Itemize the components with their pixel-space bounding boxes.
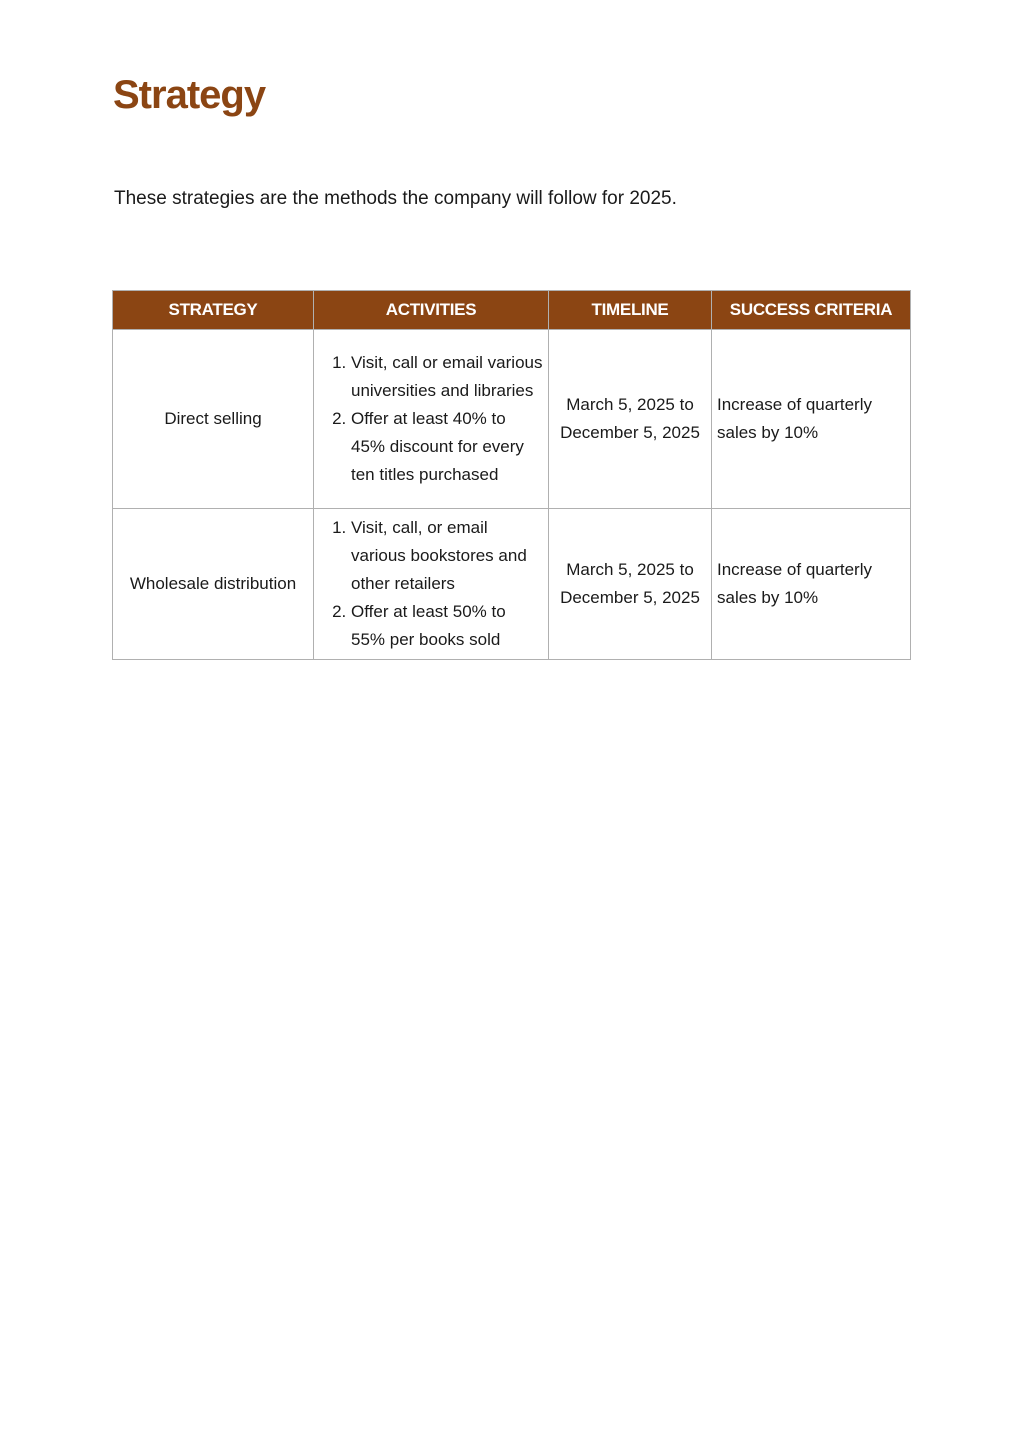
page-title: Strategy (113, 73, 266, 117)
header-success-criteria: SUCCESS CRITERIA (712, 291, 911, 330)
table-row (113, 330, 911, 509)
cell-activities (314, 330, 549, 509)
table-row (113, 509, 911, 660)
cell-strategy: Direct selling (113, 330, 314, 509)
activity-item: 1. Visit, call or email various universities and libraries (351, 349, 543, 405)
header-activities: ACTIVITIES (314, 291, 549, 330)
cell-timeline: March 5, 2025 to December 5, 2025 (549, 509, 712, 660)
activity-item: 1. Visit, call, or email various bookstores and other retailers (351, 514, 543, 598)
cell-activities (314, 509, 549, 660)
activity-item: 2. Offer at least 40% to 45% discount for every ten titles purchased (351, 405, 543, 489)
cell-strategy: Wholesale distribution (113, 509, 314, 660)
activities-list (319, 349, 543, 489)
header-strategy: STRATEGY (113, 291, 314, 330)
activities-list (319, 514, 543, 654)
strategy-table (112, 290, 911, 660)
table-header-row (113, 291, 911, 330)
activity-item: 2. Offer at least 50% to 55% per books sold (351, 598, 543, 654)
intro-paragraph: These strategies are the methods the company will follow for 2025. (114, 188, 677, 209)
cell-success-criteria: Increase of quarterly sales by 10% (712, 330, 911, 509)
cell-timeline: March 5, 2025 to December 5, 2025 (549, 330, 712, 509)
cell-success-criteria: Increase of quarterly sales by 10% (712, 509, 911, 660)
header-timeline: TIMELINE (549, 291, 712, 330)
